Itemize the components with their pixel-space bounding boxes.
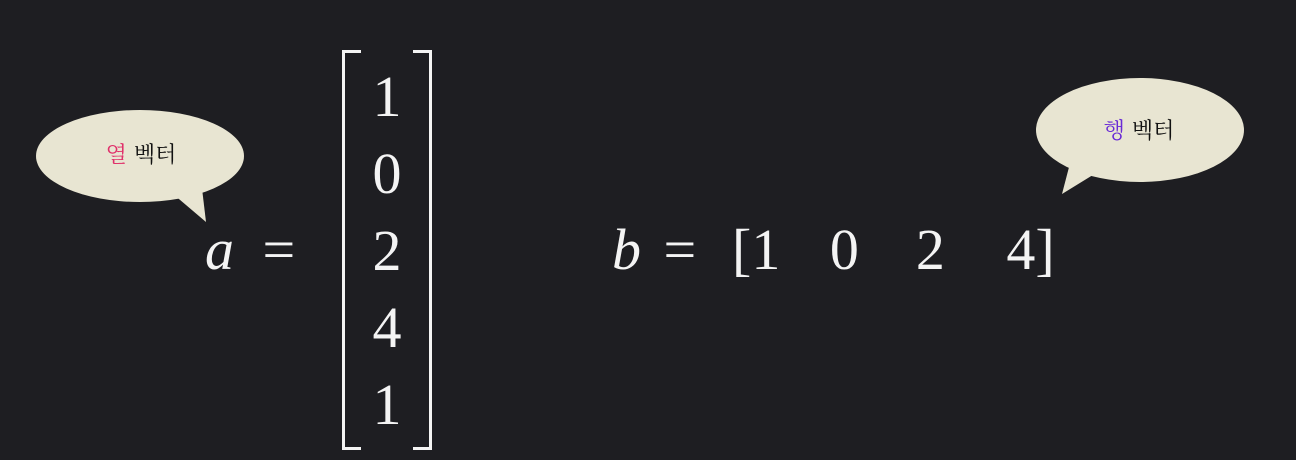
- row-close-bracket: ]: [1035, 217, 1055, 282]
- row-entry: 1: [751, 217, 781, 282]
- column-vector-speech-bubble: [36, 110, 246, 202]
- equation-b-lhs: [612, 210, 696, 290]
- row-open-bracket: [: [732, 217, 752, 282]
- column-label-rest: 벡터: [133, 143, 177, 168]
- column-entry: 1: [372, 372, 402, 437]
- row-label-highlight: 행: [1103, 119, 1125, 144]
- row-vector-speech-bubble: [1034, 78, 1244, 170]
- row-label-rest: 벡터: [1131, 119, 1175, 144]
- equals-sign-b: =: [663, 217, 697, 282]
- column-vector: [342, 50, 432, 450]
- row-entry: 2: [915, 217, 945, 282]
- variable-a: a: [205, 217, 234, 282]
- equation-a-lhs: [205, 210, 295, 290]
- column-label-highlight: 열: [105, 143, 127, 168]
- row-vector: [732, 210, 1055, 290]
- column-entry: 0: [372, 141, 402, 206]
- equals-sign-a: =: [262, 217, 296, 282]
- column-entry: 4: [372, 295, 402, 360]
- column-entry: 1: [372, 64, 402, 129]
- column-vector-entries: [342, 58, 432, 443]
- column-entry: 2: [372, 218, 402, 283]
- row-vector-label: [1034, 114, 1244, 145]
- column-vector-label: [36, 138, 246, 169]
- variable-b: b: [612, 217, 641, 282]
- row-entry: 4: [1006, 217, 1036, 282]
- row-entry: 0: [829, 217, 859, 282]
